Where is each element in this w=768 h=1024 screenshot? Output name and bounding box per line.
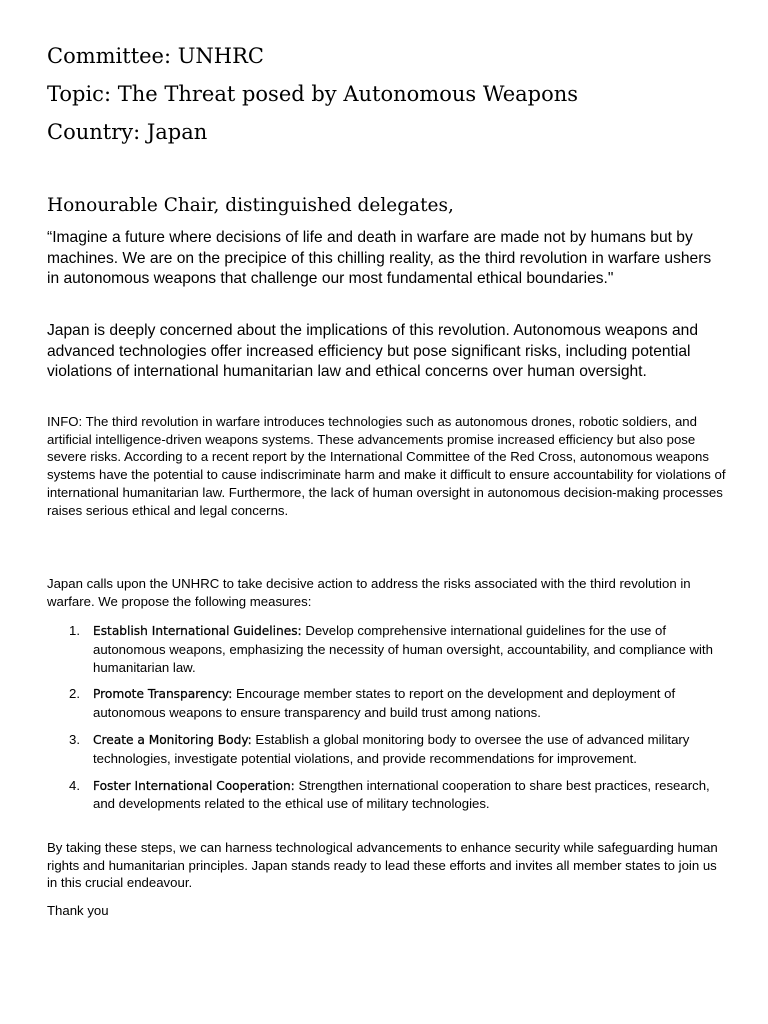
list-item-text: Develop comprehensive international guidelines for the use of autonomous weapons, emphasizing the necessity of human oversight, accountability, and compliance with humanitarian law. bbox=[93, 623, 713, 675]
list-item-number: 1. bbox=[69, 623, 80, 638]
list-item-number: 2. bbox=[69, 686, 80, 702]
call-paragraph: Japan calls upon the UNHRC to take decisive action to address the risks associated with the third revolution in warfare. We propose the following measures: bbox=[47, 576, 691, 609]
committee-line: Committee: UNHRC bbox=[47, 44, 265, 68]
topic-line: Topic: The Threat posed by Autonomous Weapons bbox=[47, 82, 579, 106]
list-item-number: 3. bbox=[69, 731, 80, 747]
opening-quote: “Imagine a future where decisions of life and death in warfare are made not by humans but by machines. We are on the precipice of this chilling reality, as the third revolution in warfare ushers in autonomous weapons that challenge our most fundamental ethical boundaries." bbox=[47, 229, 712, 287]
list-item-title: Promote Transparency: bbox=[93, 687, 233, 702]
list-item-title: Create a Monitoring Body: bbox=[93, 732, 252, 747]
info-paragraph: INFO: The third revolution in warfare introduces technologies such as autonomous drones, robotic soldiers, and artificial intelligence-driven weapons systems. These advancements promise increased efficiency but also pose severe risks. According to a recent report by the International Committee of the Red Cross, autonomous weapons systems have the potential to cause indiscriminate harm and make it difficult to ensure accountability for violations of international humanitarian law. Furthermore, the lack of human oversight in autonomous decision-making processes raises serious ethical and legal concerns. bbox=[47, 414, 726, 518]
list-item-number: 4. bbox=[69, 777, 80, 793]
measures-list bbox=[47, 622, 717, 813]
list-item-text: Strengthen international cooperation to share best practices, research, and developments related to the ethical use of military technologies. bbox=[93, 777, 710, 812]
list-item bbox=[47, 731, 717, 768]
list-item-text: Encourage member states to report on the development and deployment of autonomous weapons to ensure transparency and build trust among nations. bbox=[93, 686, 676, 721]
salutation: Honourable Chair, distinguished delegates, bbox=[47, 195, 454, 216]
list-item bbox=[47, 685, 717, 722]
list-item bbox=[47, 777, 717, 814]
closing-paragraph: By taking these steps, we can harness technological advancements to enhance security while safeguarding human rights and humanitarian principles. Japan stands ready to lead these efforts and invites all member states to join us in this crucial endeavour. bbox=[47, 840, 718, 891]
concern-paragraph: Japan is deeply concerned about the implications of this revolution. Autonomous weapons and advanced technologies offer increased efficiency but pose significant risks, including potential violations of international humanitarian law and ethical concerns over human oversight. bbox=[47, 322, 699, 380]
country-line: Country: Japan bbox=[47, 120, 208, 144]
list-item-title: Foster International Cooperation: bbox=[93, 778, 295, 793]
list-item-text: Establish a global monitoring body to oversee the use of advanced military technologies, investigate potential violations, and provide recommendations for improvement. bbox=[93, 731, 690, 766]
list-item-title: Establish International Guidelines: bbox=[93, 624, 302, 638]
list-item bbox=[47, 622, 717, 676]
sign-off: Thank you bbox=[47, 903, 109, 918]
